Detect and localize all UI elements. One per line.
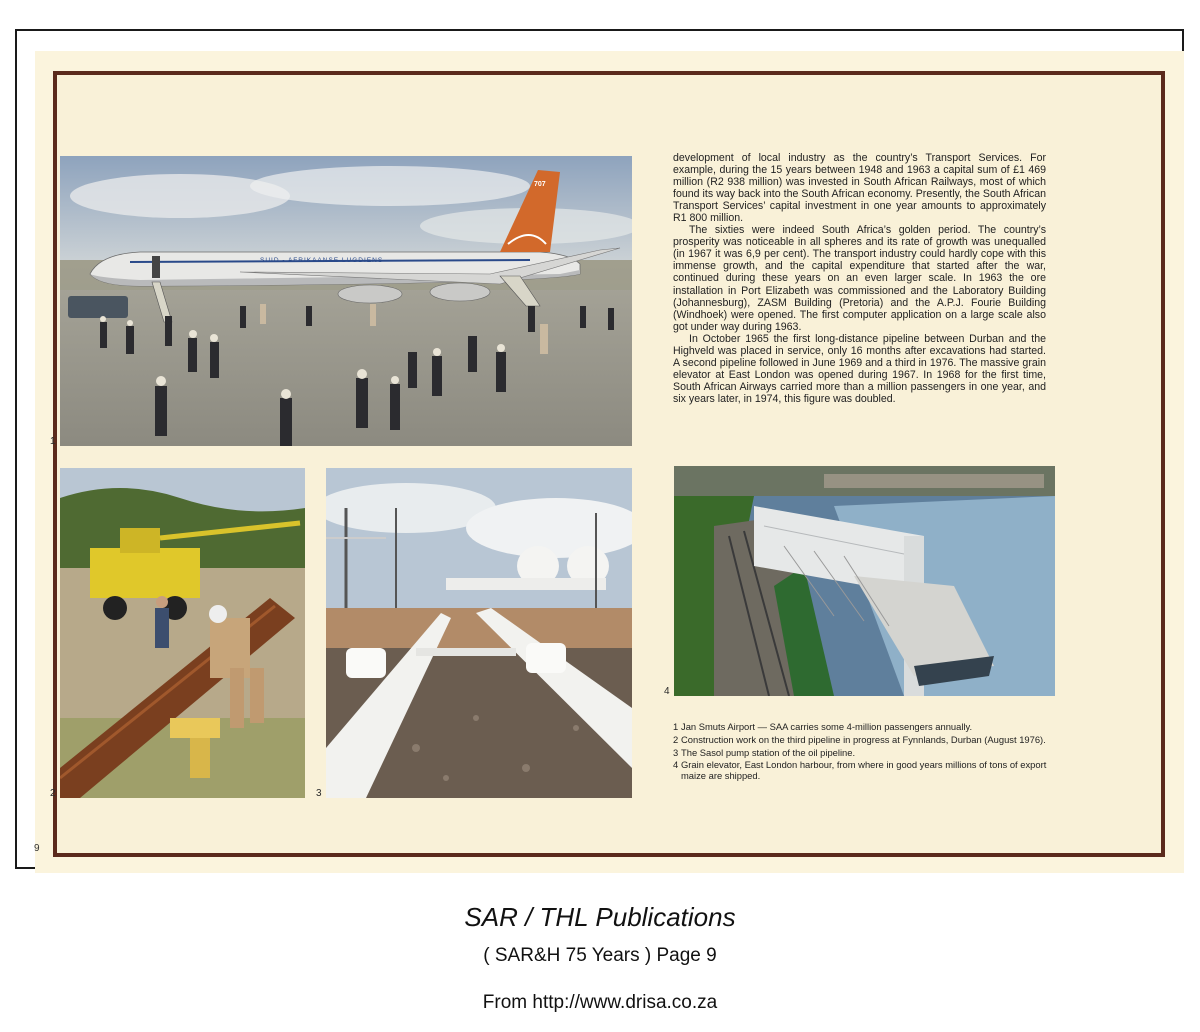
footer-source-link[interactable]: From http://www.drisa.co.za (482, 992, 718, 1013)
livery-text: SUID - AFRIKAANSE LUGDIENS (260, 257, 384, 264)
photo-number-1: 1 (50, 436, 56, 447)
photo-number-3: 3 (316, 788, 322, 799)
photo-grain-elevator (674, 466, 1055, 696)
photo-pump-station (326, 468, 632, 798)
paragraph-1: development of local industry as the country’s Transport Services. For example, during the 15 years between 1948 and 1963 a capital sum of £1 469 million (R2 938 million) was invested in South African Railways, most of which found its way back into the South African economy. Presently, the South African Transport Services’ capital investment in one year amounts to approximately R1 800 million. (673, 152, 1046, 225)
caption-4: 4 Grain elevator, East London harbour, from where in good years millions of tons of export maize are shipped. (673, 759, 1047, 782)
grain-elevator-image (674, 466, 1055, 696)
paragraph-3: In October 1965 the first long-distance pipeline between Durban and the Highveld was placed in service, only 16 months after excavations had started. A second pipeline followed in June 1969 and a third in 1976. The massive grain elevator at East London was opened during 1967. In 1968 for the first time, South African Airways carried more than a million passengers in one year, and six years later, in 1974, this figure was doubled. (673, 332, 1046, 405)
article-body (673, 152, 1046, 405)
photo-captions (673, 722, 1053, 784)
airport-image (60, 156, 632, 446)
photo-number-2: 2 (50, 788, 56, 799)
photo-number-4: 4 (664, 686, 670, 697)
photo-pipeline-construction (60, 468, 305, 798)
caption-1: 1 Jan Smuts Airport — SAA carries some 4-million passengers annually. (673, 721, 973, 732)
footer-title: SAR / THL Publications (464, 902, 736, 932)
footer-subtitle: ( SAR&H 75 Years ) Page 9 (483, 945, 717, 966)
pump-station-image (326, 468, 632, 798)
page-number: 9 (34, 843, 40, 854)
caption-2: 2 Construction work on the third pipeline in progress at Fynnlands, Durban (August 1976). (673, 733, 1046, 745)
photo-airport (60, 156, 632, 446)
paragraph-2: The sixties were indeed South Africa’s golden period. The country’s prosperity was noticeable in all spheres and its rate of growth was unequalled (in 1967 it was 6,9 per cent). The transport industry could hardly cope with this immense growth, and the capital expenditure that started after the war, continued during these years on an even larger scale. In 1963 the ore installation in Port Elizabeth was commissioned and the Laboratory Building (Johannesburg), ZASM Building (Pretoria) and the A.P.J. Fourie Building (Windhoek) were opened. The first computer application on a large scale also got under way during 1963. (673, 224, 1046, 333)
pipeline-construction-image (60, 468, 305, 798)
caption-3: 3 The Sasol pump station of the oil pipeline. (673, 746, 856, 758)
tail-text: 707 (534, 181, 546, 188)
